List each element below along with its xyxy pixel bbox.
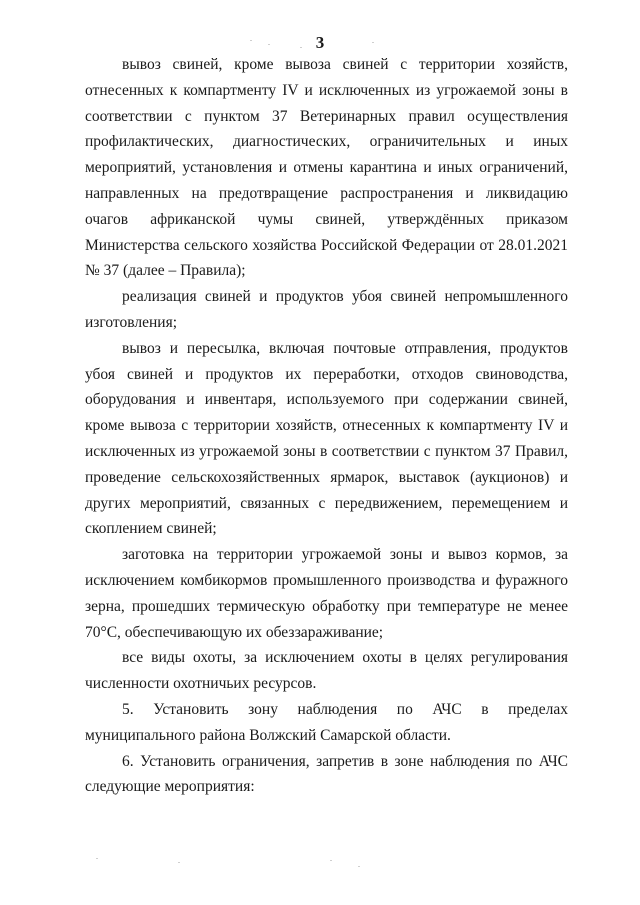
paragraph-pig-export-ban: вывоз свиней, кроме вывоза свиней с территории хозяйств, отнесенных к компартменту IV и исключенных из угрожаемой зоны в соответствии с пунктом 37 Ветеринарных правил осуществления профилактических, диагностических, ограничительных и иных мероприятий, установления и отмены карантина и иных ограничений, направленных на предотвращение распространения и ликвидацию очагов африканской чумы свиней, утверждённых приказом Министерства сельского хозяйства Российской Федерации от 28.01.2021 № 37 (далее – Правила);	[85, 56, 568, 280]
scan-speck	[372, 42, 374, 43]
scan-speck	[358, 866, 360, 867]
scan-speck	[300, 47, 302, 48]
scan-speck	[250, 40, 252, 41]
paragraph-pig-products-sale-ban: реализация свиней и продуктов убоя свиней непромышленного изготовления;	[85, 288, 568, 331]
paragraph-shipment-and-fairs-ban: вывоз и пересылка, включая почтовые отправления, продуктов убоя свиней и продуктов их переработки, отходов свиноводства, оборудования и инвентаря, используемого при содержании свиней, кроме вывоза с территории хозяйств, отнесенных к компартменту IV и исключенных из угрожаемой зоны в соответствии с пунктом 37 Правил, проведение сельскохозяйственных ярмарок, выставок (аукционов) и других мероприятий, связанных с передвижением, перемещением и скоплением свиней;	[85, 339, 568, 538]
scan-speck	[330, 860, 332, 861]
document-body	[85, 52, 568, 800]
paragraph-hunting-ban: все виды охоты, за исключением охоты в целях регулирования численности охотничьих ресурсов.	[85, 649, 568, 693]
page-number: 3	[315, 33, 325, 52]
paragraph-feed-procurement-ban: заготовка на территории угрожаемой зоны и вывоз кормов, за исключением комбикормов промышленного производства и фуражного зерна, прошедших термическую обработку при температуре не менее 70°С, обеспечивающую их обеззараживание;	[85, 546, 568, 641]
paragraph-item-5-observation-zone: 5. Установить зону наблюдения по АЧС в пределах муниципального района Волжский Самарской области.	[85, 700, 568, 744]
scan-speck	[268, 44, 270, 45]
scan-speck	[96, 858, 98, 859]
scan-speck	[178, 862, 180, 863]
paragraph-item-6-restrictions: 6. Установить ограничения, запретив в зоне наблюдения по АЧС следующие мероприятия:	[85, 752, 568, 796]
